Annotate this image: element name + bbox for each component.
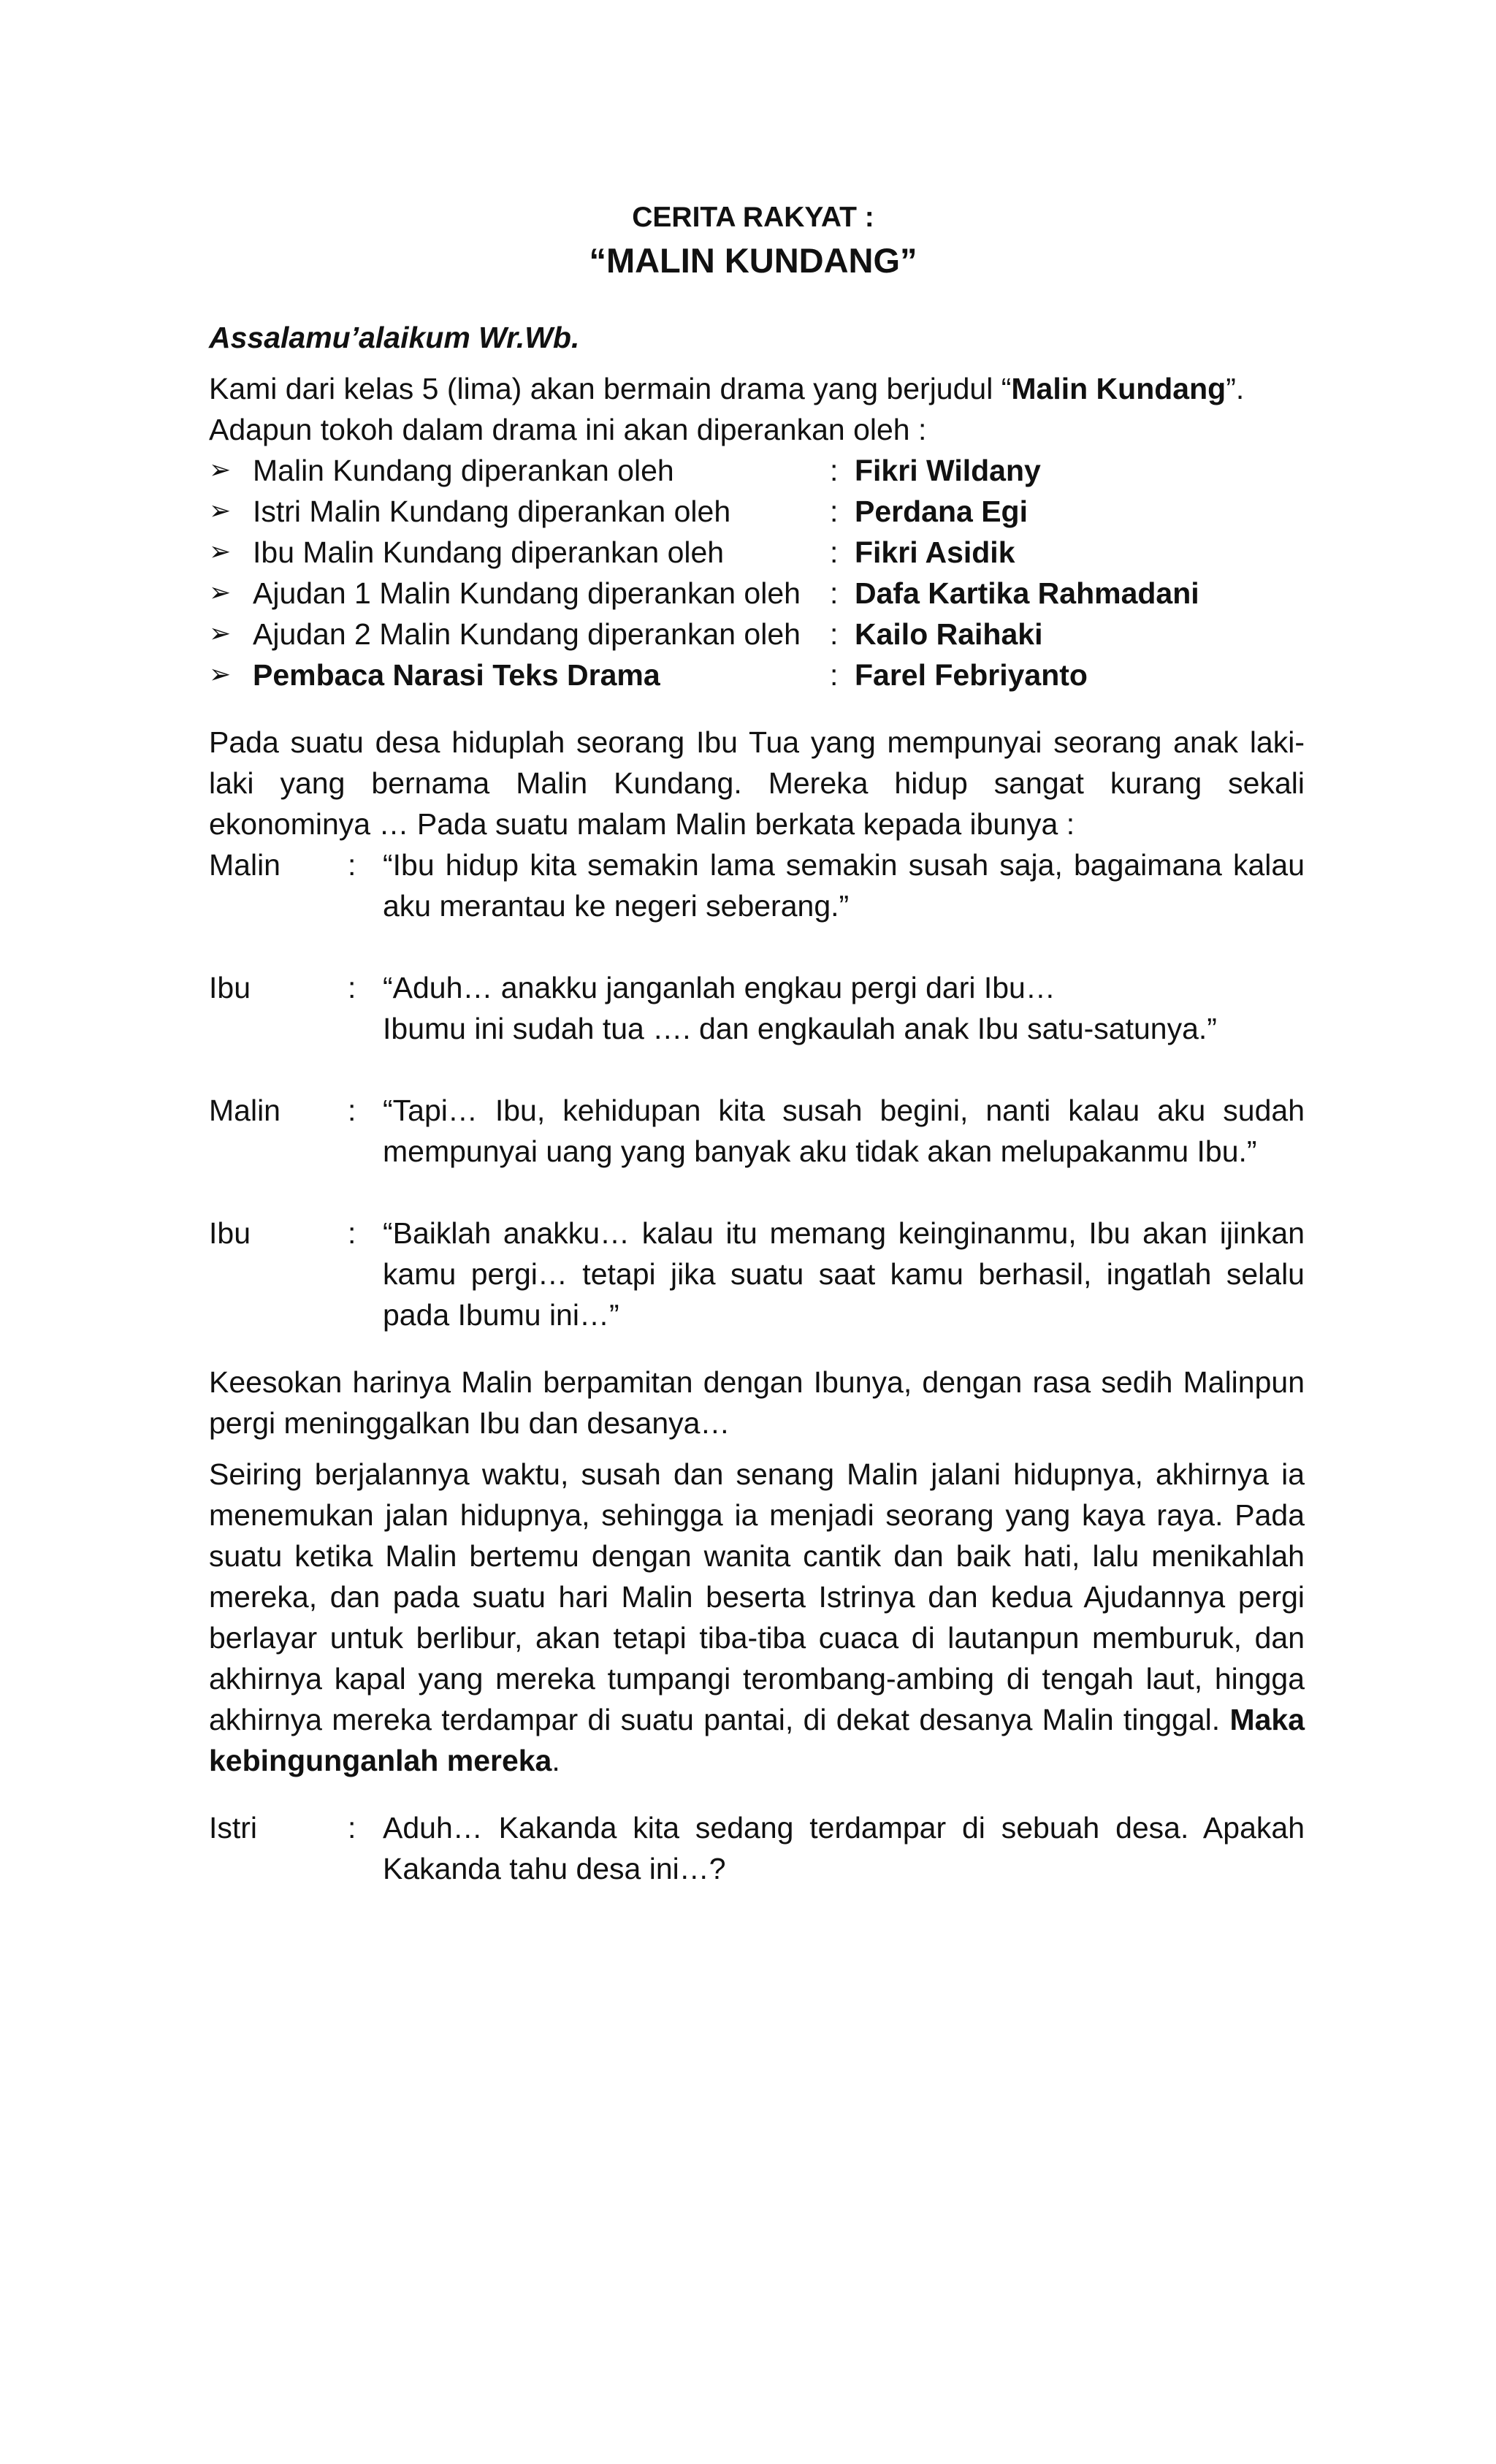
- intro-paragraph: [209, 368, 1305, 450]
- dialogue-colon: :: [348, 1811, 356, 1845]
- cast-role: Istri Malin Kundang diperankan oleh: [253, 495, 731, 528]
- cast-row: [209, 655, 1305, 695]
- cast-actor-name: Farel Febriyanto: [855, 658, 1088, 692]
- narration-paragraph: Keesokan harinya Malin berpamitan dengan Ibunya, dengan rasa sedih Malinpun pergi meninggalkan Ibu dan desanya…: [209, 1365, 1305, 1440]
- dialogue-line: [209, 1807, 1305, 1889]
- speaker-name: Ibu: [209, 1216, 251, 1250]
- dialogue-text-line: Ibumu ini sudah tua …. dan engkaulah anak Ibu satu-satunya.”: [383, 1012, 1217, 1045]
- dialogue-text: [383, 967, 1305, 1049]
- narration-bold-text: Maka kebingunganlah mereka: [209, 1703, 1305, 1777]
- narration-text: Seiring berjalannya waktu, susah dan senang Malin jalani hidupnya, akhirnya ia menemukan jalan hidupnya, sehingga ia menjadi seorang yang kaya raya. Pada suatu ketika Malin bertemu dengan wanita cantik dan baik hati, lalu menikahlah mereka, dan pada suatu hari Malin beserta Istrinya dan kedua Ajudannya pergi berlayar untuk berlibur, akan tetapi tiba-tiba cuaca di lautanpun memburuk, dan akhirnya kapal yang mereka tumpangi terombang-ambing di tengah laut, hingga akhirnya mereka terdampar di suatu pantai, di dekat desanya Malin tinggal.: [209, 1457, 1305, 1736]
- cast-row: [209, 573, 1305, 614]
- dialogue-text: Aduh… Kakanda kita sedang terdampar di sebuah desa. Apakah Kakanda tahu desa ini…?: [383, 1811, 1305, 1885]
- cast-colon: :: [830, 535, 839, 569]
- cast-row: [209, 450, 1305, 491]
- dialogue-line: [209, 967, 1305, 1049]
- dialogue-line: [209, 1090, 1305, 1172]
- dialogue-text: “Tapi… Ibu, kehidupan kita susah begini, nanti kalau aku sudah mempunyai uang yang banyak aku tidak akan melupakanmu Ibu.”: [383, 1094, 1305, 1168]
- cast-list: [209, 450, 1305, 695]
- title-line-1: CERITA RAKYAT :: [632, 202, 874, 233]
- speaker-name: Istri: [209, 1811, 258, 1845]
- dialogue-colon: :: [348, 971, 356, 1004]
- cast-actor-name: Perdana Egi: [855, 495, 1028, 528]
- cast-role: Ajudan 2 Malin Kundang diperankan oleh: [253, 617, 801, 651]
- narration-paragraph: Pada suatu desa hiduplah seorang Ibu Tua yang mempunyai seorang anak laki-laki yang bernama Malin Kundang. Mereka hidup sangat kurang sekali ekonominya … Pada suatu malam Malin berkata kepada ibunya :: [209, 725, 1305, 841]
- dialogue-colon: :: [348, 1216, 356, 1250]
- dialogue-colon: :: [348, 1094, 356, 1127]
- narration-paragraph: [209, 1454, 1305, 1781]
- document-content: [209, 197, 1305, 1889]
- intro-line-2: Adapun tokoh dalam drama ini akan diperankan oleh :: [209, 413, 927, 446]
- dialogue-text: “Ibu hidup kita semakin lama semakin susah saja, bagaimana kalau aku merantau ke negeri seberang.”: [383, 848, 1305, 923]
- intro-text-end: ”.: [1226, 372, 1245, 405]
- greeting: Assalamu’alaikum Wr.Wb.: [209, 321, 580, 354]
- cast-role: Pembaca Narasi Teks Drama: [253, 658, 660, 692]
- cast-actor-name: Fikri Wildany: [855, 454, 1041, 487]
- dialogue-text-line: “Aduh… anakku janganlah engkau pergi dari Ibu…: [383, 971, 1056, 1004]
- speaker-name: Malin: [209, 848, 280, 882]
- cast-role: Ajudan 1 Malin Kundang diperankan oleh: [253, 576, 801, 610]
- cast-colon: :: [830, 617, 839, 651]
- cast-actor-name: Dafa Kartika Rahmadani: [855, 576, 1199, 610]
- arrow-bullet-icon: ➢: [209, 660, 232, 690]
- arrow-bullet-icon: ➢: [209, 619, 232, 649]
- dialogue-colon: :: [348, 848, 356, 882]
- dialogue-line: [209, 844, 1305, 926]
- cast-row: [209, 614, 1305, 655]
- intro-title-bold: Malin Kundang: [1011, 372, 1226, 405]
- cast-row: [209, 532, 1305, 573]
- cast-row: [209, 491, 1305, 532]
- arrow-bullet-icon: ➢: [209, 496, 232, 526]
- arrow-bullet-icon: ➢: [209, 537, 232, 567]
- dialogue-text: “Baiklah anakku… kalau itu memang keinginanmu, Ibu akan ijinkan kamu pergi… tetapi jika suatu saat kamu berhasil, ingatlah selalu pada Ibumu ini…”: [383, 1216, 1305, 1332]
- speaker-name: Ibu: [209, 971, 251, 1004]
- narration-text-end: .: [552, 1744, 560, 1777]
- arrow-bullet-icon: ➢: [209, 578, 232, 608]
- cast-actor-name: Fikri Asidik: [855, 535, 1015, 569]
- cast-colon: :: [830, 454, 839, 487]
- speaker-name: Malin: [209, 1094, 280, 1127]
- title-line-2: “MALIN KUNDANG”: [589, 241, 917, 280]
- cast-colon: :: [830, 576, 839, 610]
- cast-role: Malin Kundang diperankan oleh: [253, 454, 674, 487]
- intro-text: Kami dari kelas 5 (lima) akan bermain drama yang berjudul “: [209, 372, 1012, 405]
- cast-role: Ibu Malin Kundang diperankan oleh: [253, 535, 725, 569]
- cast-colon: :: [830, 658, 839, 692]
- arrow-bullet-icon: ➢: [209, 455, 232, 485]
- cast-colon: :: [830, 495, 839, 528]
- dialogue-line: [209, 1213, 1305, 1335]
- cast-actor-name: Kailo Raihaki: [855, 617, 1043, 651]
